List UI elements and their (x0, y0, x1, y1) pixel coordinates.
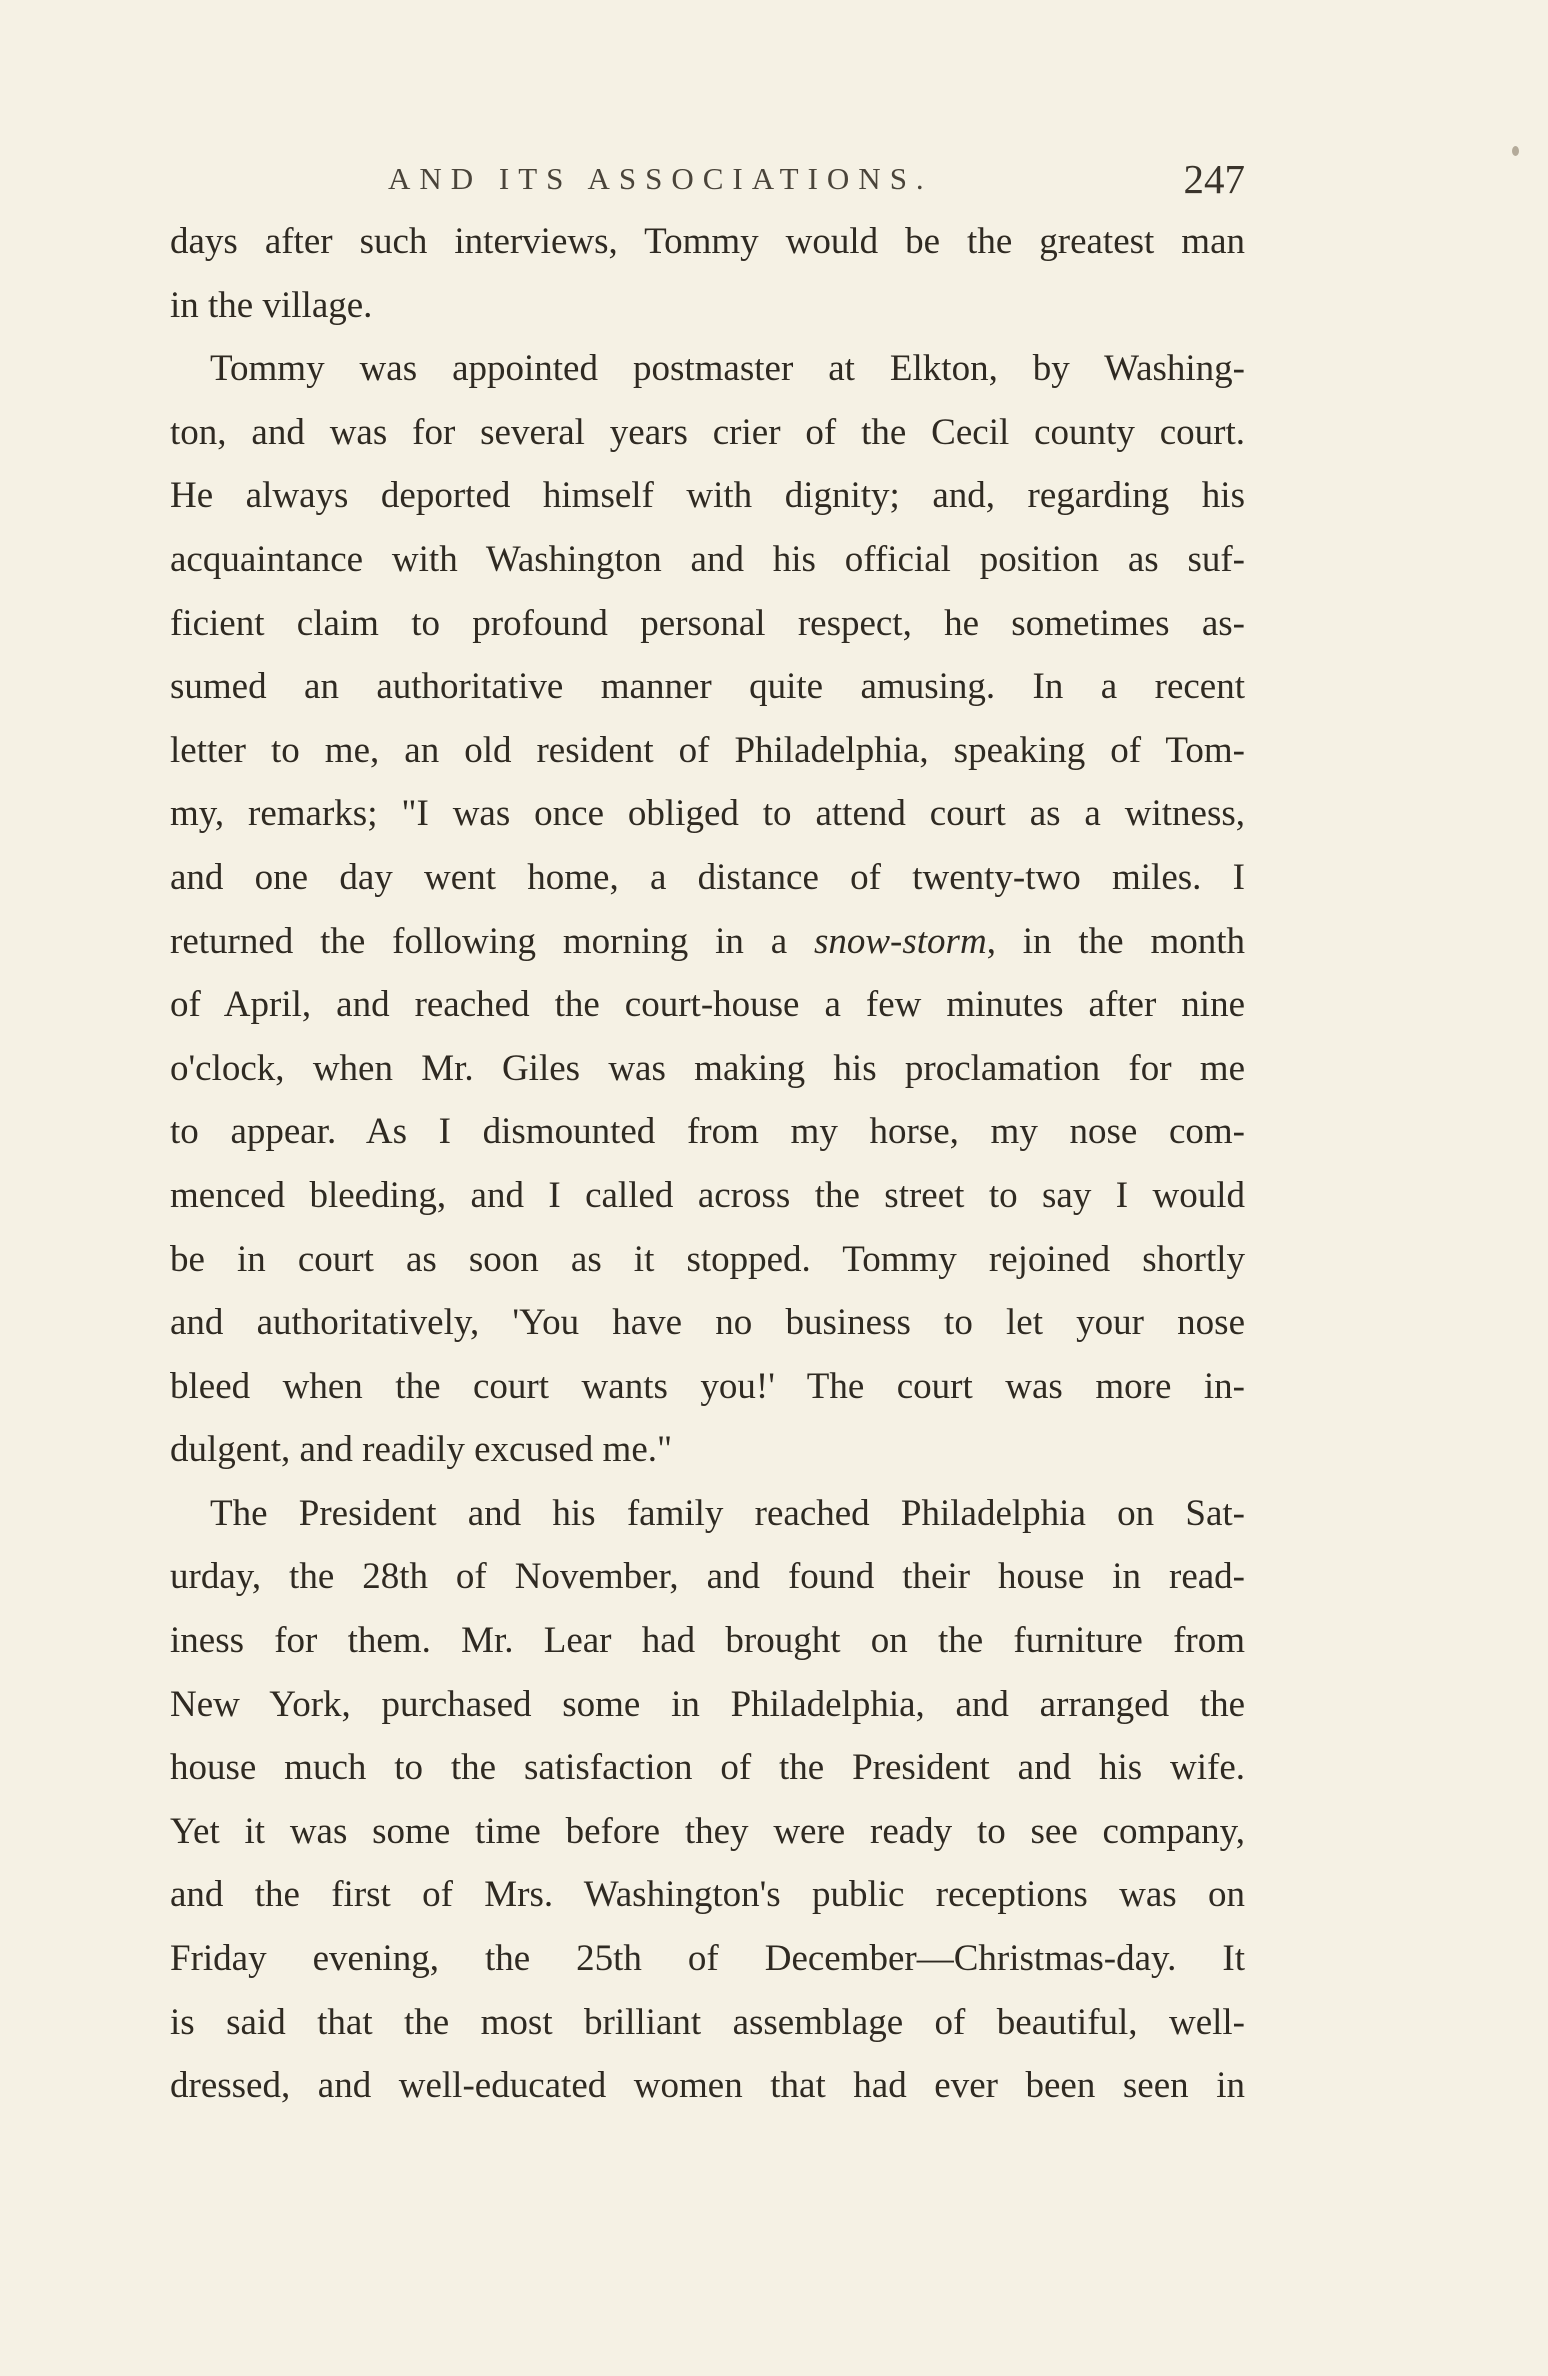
text-segment: , in the month (986, 920, 1245, 962)
text-line: is said that the most brilliant assemblage of beautiful, well- (170, 2001, 1245, 2043)
paragraph-start-line: Tommy was appointed postmaster at Elkton, by Washing- (210, 348, 1245, 390)
text-line: and the first of Mrs. Washington's public receptions was on (170, 1874, 1245, 1916)
body-text (170, 210, 1245, 2118)
text-line: letter to me, an old resident of Philadelphia, speaking of Tom- (170, 729, 1245, 771)
text-line (170, 910, 1245, 974)
text-line: He always deported himself with dignity; and, regarding his (170, 475, 1245, 517)
text-line: o'clock, when Mr. Giles was making his proclamation for me (170, 1047, 1245, 1089)
text-line: sumed an authoritative manner quite amusing. In a recent (170, 666, 1245, 708)
text-line: acquaintance with Washington and his official position as suf- (170, 538, 1245, 580)
text-line: New York, purchased some in Philadelphia, and arranged the (170, 1683, 1245, 1725)
italic-phrase: snow-storm (813, 920, 987, 962)
text-line: menced bleeding, and I called across the street to say I would (170, 1174, 1245, 1216)
running-head: AND ITS ASSOCIATIONS. (388, 161, 933, 196)
text-line: dressed, and well-educated women that had ever been seen in (170, 2065, 1245, 2107)
page-number: 247 (1183, 156, 1245, 202)
text-line: dulgent, and readily excused me." (170, 1429, 673, 1471)
paragraph-start-line: The President and his family reached Philadelphia on Sat- (210, 1492, 1245, 1534)
text-line: ficient claim to profound personal respect, he sometimes as- (170, 602, 1245, 644)
paper-speck (1512, 146, 1519, 156)
text-line: and one day went home, a distance of twenty-two miles. I (170, 856, 1245, 898)
text-line: Yet it was some time before they were ready to see company, (170, 1810, 1245, 1852)
text-line: ton, and was for several years crier of the Cecil county court. (170, 411, 1245, 453)
text-line: urday, the 28th of November, and found their house in read- (170, 1556, 1245, 1598)
text-line: bleed when the court wants you!' The court was more in- (170, 1365, 1245, 1407)
text-line: house much to the satisfaction of the President and his wife. (170, 1747, 1245, 1789)
text-line: and authoritatively, 'You have no business to let your nose (170, 1302, 1245, 1344)
text-line: Friday evening, the 25th of December—Christmas-day. It (170, 1938, 1245, 1980)
text-line: my, remarks; "I was once obliged to attend court as a witness, (170, 793, 1245, 835)
text-segment: returned the following morning in a (170, 920, 814, 962)
text-line: of April, and reached the court-house a few minutes after nine (170, 984, 1245, 1026)
text-line: to appear. As I dismounted from my horse, my nose com- (170, 1111, 1245, 1153)
page-header (170, 155, 1245, 215)
text-line: iness for them. Mr. Lear had brought on the furniture from (170, 1620, 1245, 1662)
text-line: be in court as soon as it stopped. Tommy rejoined shortly (170, 1238, 1245, 1280)
text-line: in the village. (170, 284, 373, 326)
text-line: days after such interviews, Tommy would be the greatest man (170, 221, 1245, 262)
